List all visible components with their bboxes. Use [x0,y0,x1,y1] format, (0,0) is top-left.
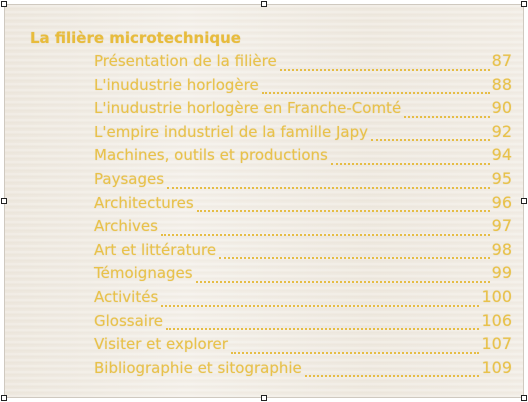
toc-entry-label: Bibliographie et sitographie [94,358,302,377]
toc-entry[interactable] [94,51,512,75]
toc-entry-label: Archives [94,217,158,236]
resize-handle-bottom-left[interactable] [1,395,7,401]
toc-entry[interactable] [94,193,512,217]
dot-leader [196,281,490,283]
toc-entry[interactable] [94,287,512,311]
toc-entry[interactable] [94,358,512,382]
toc-entry-label: Machines, outils et productions [94,146,328,165]
toc-entry[interactable] [94,263,512,287]
dot-leader [280,69,490,71]
resize-handle-bottom-right[interactable] [521,395,527,401]
dot-leader [161,234,490,236]
toc-entry[interactable] [94,311,512,335]
resize-handle-bottom-center[interactable] [261,395,267,401]
toc-entry[interactable] [94,75,512,99]
toc-entry-page: 106 [481,310,512,330]
toc-entry-page: 95 [491,168,512,188]
toc-entry-page: 87 [491,51,512,70]
toc-entry[interactable] [94,98,512,122]
toc-entry-page: 97 [491,216,512,236]
toc-entry-page: 94 [491,145,512,165]
toc-entry-label: Paysages [94,169,165,188]
dot-leader [404,116,489,118]
toc-list [94,51,512,381]
resize-handle-middle-left[interactable] [1,198,7,204]
dot-leader [305,375,480,377]
toc-entry[interactable] [94,334,512,358]
toc-entry-page: 92 [491,121,512,141]
toc-entry-label: Activités [94,287,159,306]
toc-entry-page: 98 [491,239,512,259]
dot-leader [331,163,490,165]
dot-leader [262,92,490,94]
toc-entry-page: 107 [481,334,512,354]
toc-entry-label: Témoignages [94,264,193,283]
resize-handle-top-left[interactable] [1,1,7,7]
dot-leader [197,210,490,212]
toc-entry-page: 109 [481,357,512,377]
dot-leader [161,305,479,307]
toc-entry[interactable] [94,240,512,264]
dot-leader [231,352,480,354]
toc-page-frame [4,4,524,398]
dot-leader [167,187,490,189]
toc-entry[interactable] [94,122,512,146]
toc-entry[interactable] [94,145,512,169]
toc-entry[interactable] [94,169,512,193]
toc-entry-page: 99 [491,263,512,283]
dot-leader [219,257,490,259]
toc-entry-page: 96 [491,192,512,212]
dot-leader [371,139,490,141]
section-title: La filière microtechnique [30,29,241,47]
resize-handle-middle-right[interactable] [521,198,527,204]
resize-handle-top-right[interactable] [521,1,527,7]
resize-handle-top-center[interactable] [261,1,267,7]
toc-entry-label: L'inudustrie horlogère en Franche-Comté [94,99,402,118]
toc-entry-page: 90 [491,98,512,118]
toc-entry-label: Architectures [94,193,194,212]
toc-entry-label: Visiter et explorer [94,335,228,354]
toc-entry-label: Présentation de la filière [94,52,277,70]
toc-entry-page: 100 [481,286,512,306]
toc-entry-label: L'empire industriel de la famille Japy [94,122,368,141]
toc-entry-page: 88 [491,74,512,94]
toc-entry-label: L'inudustrie horlogère [94,75,259,94]
toc-entry[interactable] [94,216,512,240]
toc-entry-label: Glossaire [94,311,164,330]
dot-leader [166,328,479,330]
toc-entry-label: Art et littérature [94,240,217,259]
